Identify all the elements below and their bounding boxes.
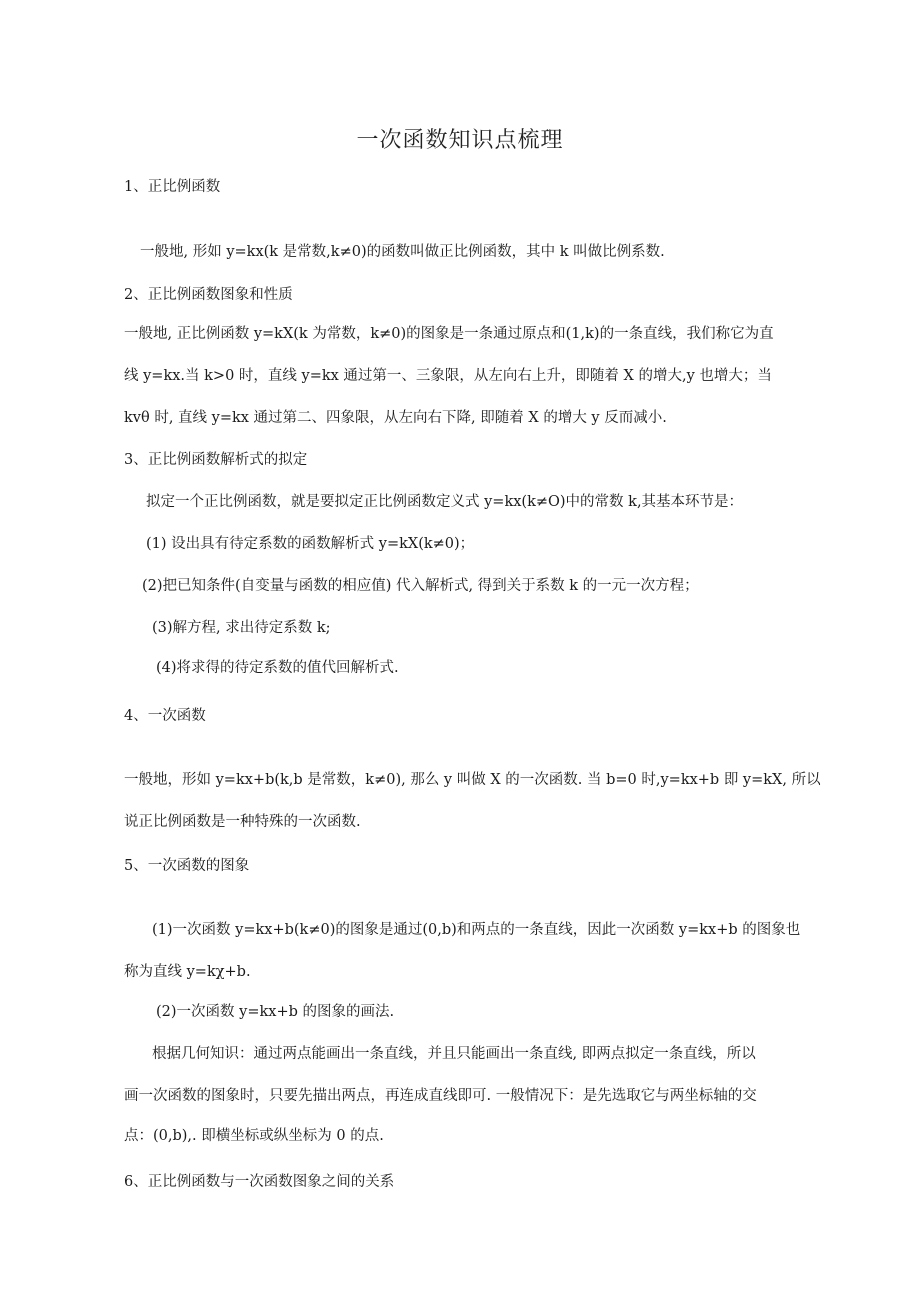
section-heading-4: 4、一次函数 [124, 708, 206, 724]
paragraph-line: kvθ 时, 直线 y=kx 通过第二、四象限，从左向右下降, 即随着 X 的增大 y 反而减小. [124, 410, 667, 426]
paragraph-line: 根据几何知识：通过两点能画出一条直线，并且只能画出一条直线, 即两点拟定一条直线，所以 [152, 1046, 756, 1062]
paragraph-line: 说正比例函数是一种特殊的一次函数. [124, 814, 361, 830]
section-heading-2: 2、正比例函数图象和性质 [124, 287, 293, 303]
section-heading-6: 6、正比例函数与一次函数图象之间的关系 [124, 1174, 395, 1190]
list-item: (2)把已知条件(自变量与函数的相应值) 代入解析式, 得到关于系数 k 的一元一次方程； [142, 578, 699, 594]
paragraph-line: 点：(0,b),. 即横坐标或纵坐标为 0 的点. [124, 1128, 384, 1144]
paragraph-line: 一般地, 正比例函数 y=kX(k 为常数，k≠0)的图象是一条通过原点和(1,k)的一条直线，我们称它为直 [124, 326, 774, 342]
paragraph-line: 拟定一个正比例函数，就是要拟定正比例函数定义式 y=kx(k≠O)中的常数 k,其基本环节是： [146, 494, 744, 510]
paragraph-line: 称为直线 y=kχ+b. [124, 964, 251, 980]
paragraph-line: 一般地, 形如 y=kx(k 是常数,k≠0)的函数叫做正比例函数，其中 k 叫做比例系数. [140, 244, 665, 260]
list-item: (2)一次函数 y=kx+b 的图象的画法. [156, 1004, 395, 1020]
section-heading-3: 3、正比例函数解析式的拟定 [124, 452, 308, 468]
page-title: 一次函数知识点梳理 [356, 128, 564, 153]
paragraph-line: 线 y=kx.当 k>0 时，直线 y=kx 通过第一、三象限，从左向右上升，即随着 X 的增大,y 也增大；当 [124, 368, 772, 384]
list-item: (1) 设出具有待定系数的函数解析式 y=kX(k≠0)； [146, 536, 475, 552]
section-heading-1: 1、正比例函数 [124, 179, 221, 195]
paragraph-line: 一般地，形如 y=kx+b(k,b 是常数，k≠0), 那么 y 叫做 X 的一次函数. 当 b=0 时,y=kx+b 即 y=kX, 所以 [124, 772, 821, 788]
list-item: (4)将求得的待定系数的值代回解析式. [156, 660, 399, 676]
list-item: (3)解方程, 求出待定系数 k; [152, 620, 331, 636]
paragraph-line: 画一次函数的图象时，只要先描出两点，再连成直线即可. 一般情况下：是先选取它与两坐标轴的交 [124, 1088, 757, 1104]
paragraph-line: (1)一次函数 y=kx+b(k≠0)的图象是通过(0,b)和两点的一条直线，因此一次函数 y=kx+b 的图象也 [152, 922, 801, 938]
section-heading-5: 5、一次函数的图象 [124, 858, 250, 874]
